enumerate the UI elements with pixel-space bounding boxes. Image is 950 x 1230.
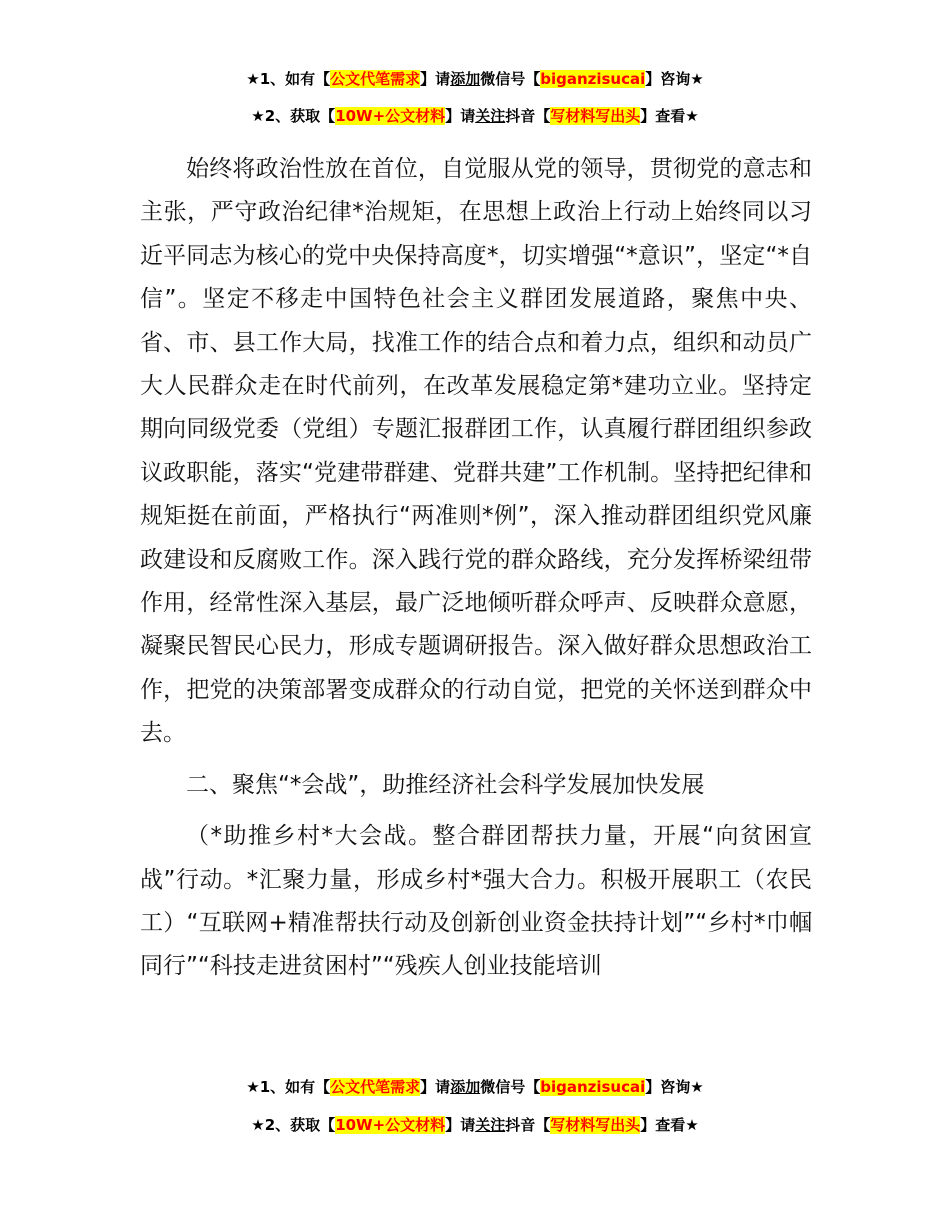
bottom-banner-line2 (0, 1115, 950, 1135)
banner-highlight-materials: 10W+公文材料 (335, 107, 446, 125)
banner-text: 】请 (445, 107, 476, 125)
bottom-banner-line1 (0, 1077, 950, 1097)
banner-underlined-text: 添加 (450, 70, 481, 88)
banner-text: 抖音【 (505, 107, 551, 125)
banner-prefix: ★2、获取【 (251, 1116, 336, 1134)
banner-suffix: 】查看★ (640, 107, 699, 125)
banner-prefix: ★1、如有【 (246, 70, 331, 88)
banner-text: 】请 (420, 1078, 451, 1096)
banner-highlight-wechat-id: biganzisucai (540, 70, 646, 88)
banner-suffix: 】咨询★ (645, 70, 704, 88)
top-banner-line1 (0, 69, 950, 89)
body-paragraph: 始终将政治性放在首位，自觉服从党的领导，贯彻党的意志和主张，严守政治纪律*治规矩，在思想上政治上行动上始终同以习近平同志为核心的党中央保持高度*，切实增强“*意识”，坚定“*自信”。坚定不移走中国特色社会主义群团发展道路，聚焦中央、省、市、县工作大局，找准工作的结合点和着力点，组织和动员广大人民群众走在时代前列，在改革发展稳定第*建功立业。坚持定期向同级党委（党组）专题汇报群团工作，认真履行群团组织参政议政职能，落实“党建带群建、党群共建”工作机制。坚持把纪律和规矩挺在前面，严格执行“两准则*例”，深入推动群团组织党风廉政建设和反腐败工作。深入践行党的群众路线，充分发挥桥梁纽带作用，经常性深入基层，最广泛地倾听群众呼声、反映群众意愿，凝聚民智民心民力，形成专题调研报告。深入做好群众思想政治工作，把党的决策部署变成群众的行动自觉，把党的关怀送到群众中去。 (140, 156, 812, 747)
section-heading: 二、聚焦“*会战”，助推经济社会科学发展加快发展 (186, 771, 705, 798)
top-banner-line2 (0, 106, 950, 126)
banner-highlight-materials: 10W+公文材料 (335, 1116, 446, 1134)
banner-text: 】请 (445, 1116, 476, 1134)
banner-suffix: 】咨询★ (645, 1078, 704, 1096)
banner-underlined-text: 关注 (475, 1116, 506, 1134)
banner-highlight-douyin-account: 写材料写出头 (550, 1116, 641, 1134)
body-paragraph: （*助推乡村*大会战。整合群团帮扶力量，开展“向贫困宣战”行动。*汇聚力量，形成乡村*强大合力。积极开展职工（农民工）“互联网+精准帮扶行动及创新创业资金扶持计划”“乡村*巾帼同行”“科技走进贫困村”“残疾人创业技能培训 (140, 823, 812, 980)
banner-underlined-text: 添加 (450, 1078, 481, 1096)
banner-suffix: 】查看★ (640, 1116, 699, 1134)
banner-highlight-douyin-account: 写材料写出头 (550, 107, 641, 125)
banner-prefix: ★2、获取【 (251, 107, 336, 125)
banner-text: 微信号【 (480, 70, 541, 88)
banner-text: 微信号【 (480, 1078, 541, 1096)
banner-highlight-service: 公文代笔需求 (330, 70, 421, 88)
document-body (140, 148, 812, 989)
banner-highlight-wechat-id: biganzisucai (540, 1078, 646, 1096)
banner-prefix: ★1、如有【 (246, 1078, 331, 1096)
banner-text: 抖音【 (505, 1116, 551, 1134)
banner-underlined-text: 关注 (475, 107, 506, 125)
banner-text: 】请 (420, 70, 451, 88)
banner-highlight-service: 公文代笔需求 (330, 1078, 421, 1096)
